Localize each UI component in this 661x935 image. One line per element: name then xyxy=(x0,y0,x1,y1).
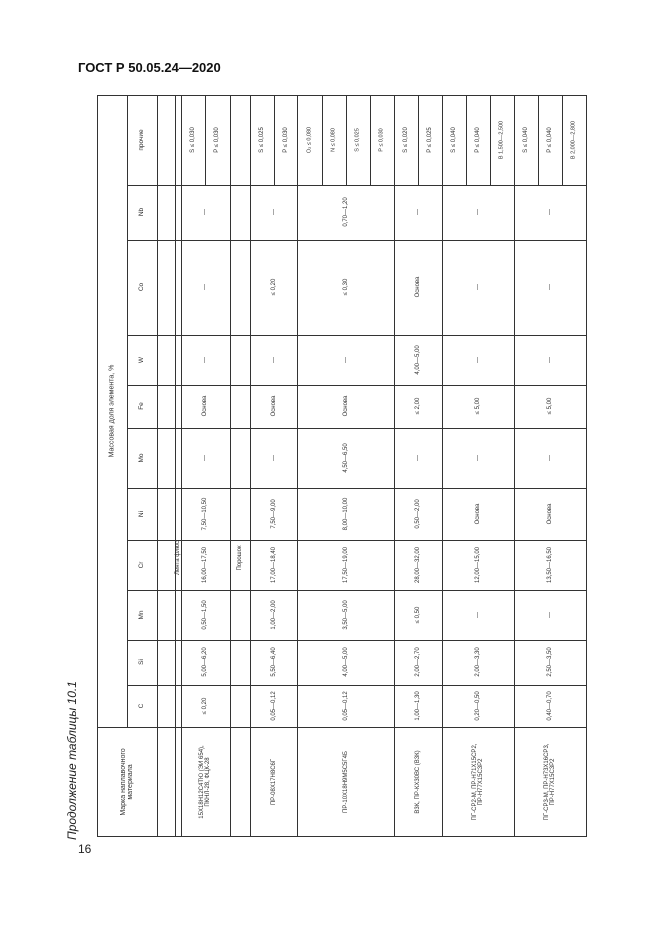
col-cr-header: Cr xyxy=(137,561,145,569)
document-header: ГОСТ Р 50.05.24—2020 xyxy=(78,60,221,75)
row3-w: — xyxy=(343,357,349,363)
row1-w: — xyxy=(202,357,208,363)
row1-brand: 15Х18Н12С4ТЮ (ЭИ 654), ПКНЛ-28, ФЦК-28 xyxy=(199,745,211,819)
row6-c: 0,40—0,70 xyxy=(547,691,553,721)
row1-fe: Основа xyxy=(202,395,208,417)
row3-co: ≤ 0,30 xyxy=(343,278,349,296)
row3-c: 0,05—0,12 xyxy=(343,691,349,721)
row4-ni: 0,50—2,00 xyxy=(415,499,421,529)
row2-w: — xyxy=(271,357,277,363)
row4-nb: — xyxy=(415,209,421,215)
row6-brand: ПГ-СР3-М, ПР-Н73Х16СР3, ПР-Н77Х15С3Р2 xyxy=(544,743,556,821)
row4-mn: ≤ 0,50 xyxy=(415,606,421,624)
row4-co: Основа xyxy=(415,276,421,298)
row5-cr: 12,00—15,00 xyxy=(475,546,481,584)
row5-mo: — xyxy=(475,455,481,461)
row3-fe: Основа xyxy=(343,395,349,417)
row1-cr: 16,00—17,50 xyxy=(202,546,208,584)
row3-brand: ПР-10Х18Н9М5С5Г4Б xyxy=(343,751,349,813)
col-mn-header: Mn xyxy=(137,610,145,620)
row3-other-2: N ≤ 0,080 xyxy=(330,128,337,152)
row1-co: — xyxy=(202,284,208,290)
row3-ni: 8,00—10,00 xyxy=(343,497,349,531)
row5-other-2: P ≤ 0,040 xyxy=(475,127,481,153)
col-si-header: Si xyxy=(137,659,145,665)
col-c-header: C xyxy=(137,703,145,709)
row2-brand: ПР-08Х17Н8С6Г xyxy=(271,758,277,806)
col-w-header: W xyxy=(137,356,145,364)
row1-other-1: S ≤ 0,030 xyxy=(190,127,196,153)
col-mo-header: Mo xyxy=(137,453,145,463)
section-wire-label: Лента флюс xyxy=(175,540,181,576)
row3-mn: 3,50—5,00 xyxy=(343,600,349,630)
row5-brand: ПГ-СР2-М, ПР-Н71Х15СР2, ПР-Н77Х15С3Р2 xyxy=(472,743,484,821)
row6-mo: — xyxy=(547,455,553,461)
row1-mo: — xyxy=(202,455,208,461)
page-number: 16 xyxy=(78,842,92,856)
row4-w: 4,00—5,00 xyxy=(415,345,421,375)
row5-c: 0,20—0,50 xyxy=(475,691,481,721)
row5-other-3: B 1,500—2,500 xyxy=(498,120,505,160)
row3-other-1: O₂ ≤ 0,080 xyxy=(306,126,313,154)
row4-fe: ≤ 2,00 xyxy=(415,397,421,415)
row6-fe: ≤ 5,00 xyxy=(547,397,553,415)
composition-table xyxy=(97,95,587,837)
row5-si: 2,00—3,30 xyxy=(475,647,481,677)
row3-other-4: P ≤ 0,030 xyxy=(378,128,385,152)
row2-ni: 7,50—9,00 xyxy=(271,499,277,529)
col-nb-header: Nb xyxy=(137,207,145,217)
row5-ni: Основа xyxy=(475,503,481,525)
row1-other-2: P ≤ 0,030 xyxy=(214,127,220,153)
row1-si: 5,00—6,20 xyxy=(202,647,208,677)
row4-other-2: P ≤ 0,025 xyxy=(427,127,433,153)
table-caption: Продолжение таблицы 10.1 xyxy=(65,681,79,840)
row6-w: — xyxy=(547,357,553,363)
row4-c: 1,00—1,30 xyxy=(415,691,421,721)
row5-fe: ≤ 5,00 xyxy=(475,397,481,415)
row4-brand: В3К, ПР-КХ30ВС (В3К) xyxy=(415,750,421,814)
row2-cr: 17,00—18,40 xyxy=(271,546,277,584)
row1-ni: 7,50—10,50 xyxy=(202,497,208,531)
row6-co: — xyxy=(547,284,553,290)
row3-cr: 17,50—19,00 xyxy=(343,546,349,584)
row4-si: 2,00—2,70 xyxy=(415,647,421,677)
row6-mn: — xyxy=(547,612,553,618)
row4-cr: 28,00—32,00 xyxy=(415,546,421,584)
row6-ni: Основа xyxy=(547,503,553,525)
row2-c: 0,05—0,12 xyxy=(271,691,277,721)
row2-mo: — xyxy=(271,455,277,461)
row6-si: 2,50—3,50 xyxy=(547,647,553,677)
row6-nb: — xyxy=(547,209,553,215)
row5-w: — xyxy=(475,357,481,363)
row6-other-3: B 2,000—2,800 xyxy=(570,120,577,160)
row2-mn: 1,00—2,00 xyxy=(271,600,277,630)
col-ni-header: Ni xyxy=(137,510,145,518)
row3-other-3: S ≤ 0,025 xyxy=(354,128,361,152)
col-other-header: прочие xyxy=(137,129,145,151)
row2-other-1: S ≤ 0,025 xyxy=(259,127,265,153)
row6-cr: 13,50—16,50 xyxy=(547,546,553,584)
row2-other-2: P ≤ 0,030 xyxy=(283,127,289,153)
row6-other-2: P ≤ 0,040 xyxy=(547,127,553,153)
col-fe-header: Fe xyxy=(137,402,145,410)
section-powder-label: Порошок xyxy=(237,545,243,571)
col-co-header: Co xyxy=(137,282,145,292)
row2-co: ≤ 0,20 xyxy=(271,278,277,296)
row2-si: 5,50—6,40 xyxy=(271,647,277,677)
row3-mo: 4,50—6,50 xyxy=(343,443,349,473)
row4-mo: — xyxy=(415,455,421,461)
row1-c: ≤ 0,20 xyxy=(202,697,208,715)
row4-other-1: S ≤ 0,020 xyxy=(403,127,409,153)
mass-fraction-header: Массовая доля элемента, % xyxy=(108,364,116,458)
row3-si: 4,00—5,00 xyxy=(343,647,349,677)
row1-mn: 0,50—1,50 xyxy=(202,600,208,630)
row5-nb: — xyxy=(475,209,481,215)
row5-mn: — xyxy=(475,612,481,618)
row2-nb: — xyxy=(271,209,277,215)
row2-fe: Основа xyxy=(271,395,277,417)
row1-nb: — xyxy=(202,209,208,215)
row6-other-1: S ≤ 0,040 xyxy=(523,127,529,153)
row5-co: — xyxy=(475,284,481,290)
brand-header: Марка наплавочного материала xyxy=(120,748,134,816)
row3-nb: 0,70—1,20 xyxy=(343,197,349,227)
row5-other-1: S ≤ 0,040 xyxy=(451,127,457,153)
